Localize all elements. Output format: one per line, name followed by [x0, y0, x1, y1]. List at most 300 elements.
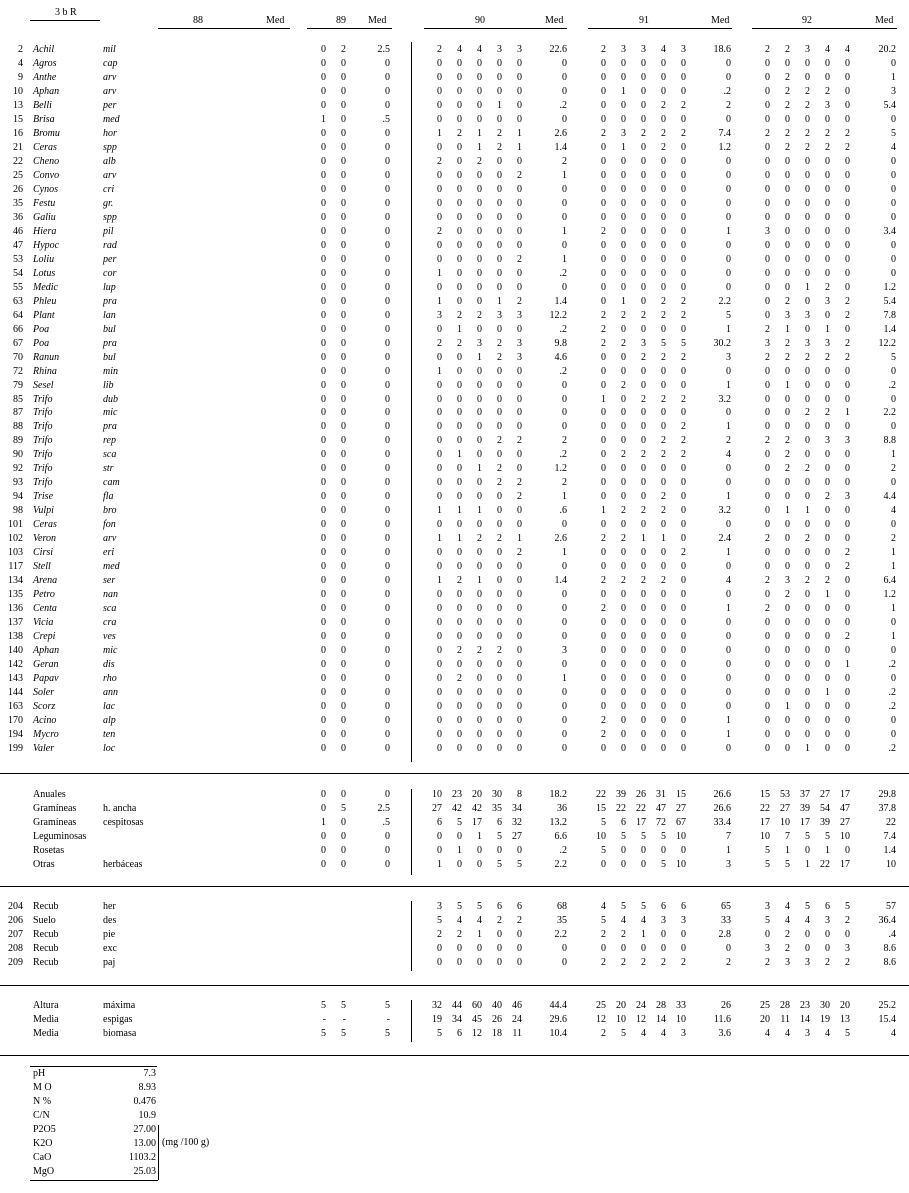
- value-91: 0: [681, 645, 686, 657]
- value-90: 0: [517, 845, 522, 856]
- value-90: 2: [457, 645, 462, 657]
- value-89: 0: [321, 589, 326, 601]
- value-92: 0: [765, 701, 770, 713]
- value-91: 4: [661, 1028, 666, 1039]
- value-89: 5: [341, 1028, 346, 1039]
- species-epithet: per: [103, 99, 117, 111]
- species-genus: Poa: [33, 337, 50, 349]
- value-92: 0: [785, 113, 790, 125]
- value-90: 0: [437, 715, 442, 727]
- value-90: 0: [517, 631, 522, 643]
- value-91: 0: [601, 673, 606, 685]
- value-92: 2: [805, 533, 810, 545]
- species-genus: Aphan: [33, 645, 60, 657]
- value-92: 0: [765, 687, 770, 699]
- header-year-89: 89: [336, 15, 346, 26]
- value-92: 0: [825, 631, 830, 643]
- value-91: 0: [641, 155, 646, 167]
- value-92: 2: [805, 141, 810, 153]
- value-91: 5: [661, 859, 666, 870]
- value-92: 2: [825, 491, 830, 503]
- value-90: 0: [457, 393, 462, 405]
- value-92: 0: [825, 533, 830, 545]
- value-91: 2: [601, 533, 606, 545]
- med-92: 7.4: [883, 831, 896, 842]
- value-91: 0: [621, 687, 626, 699]
- value-90: 0: [517, 729, 522, 741]
- value-92: 0: [765, 491, 770, 503]
- value-91: 3: [641, 44, 646, 55]
- value-92: 1: [805, 743, 810, 754]
- value-90: 1: [477, 575, 482, 587]
- value-90: 3: [497, 44, 502, 55]
- value-91: 0: [621, 617, 626, 629]
- value-91: 0: [661, 943, 666, 954]
- value-92: 17: [840, 859, 850, 870]
- value-91: 0: [641, 183, 646, 195]
- species-genus: Aphan: [33, 85, 60, 97]
- value-91: 0: [621, 491, 626, 503]
- value-89: 0: [341, 183, 346, 195]
- value-91: 2: [621, 505, 626, 517]
- value-91: 72: [656, 817, 666, 828]
- value-91: 0: [621, 701, 626, 713]
- value-92: 0: [825, 169, 830, 181]
- value-91: 0: [681, 267, 686, 279]
- value-92: 27: [840, 817, 850, 828]
- med-90: 9.8: [554, 337, 567, 349]
- value-91: 0: [601, 211, 606, 223]
- value-89: 0: [321, 85, 326, 97]
- med-90: 22.6: [549, 44, 567, 55]
- value-90: 0: [497, 449, 502, 461]
- species-epithet: cri: [103, 183, 115, 195]
- value-90: 0: [457, 113, 462, 125]
- value-91: 0: [621, 99, 626, 111]
- value-92: 0: [765, 365, 770, 377]
- cover-number: 204: [8, 901, 23, 912]
- value-89: 0: [341, 817, 346, 828]
- value-92: 0: [825, 253, 830, 265]
- med-90: 10.4: [549, 1028, 567, 1039]
- value-89: 0: [341, 71, 346, 83]
- value-91: 26: [636, 789, 646, 800]
- med-92: .2: [888, 659, 896, 671]
- species-genus: Bromu: [33, 127, 60, 139]
- value-91: 0: [641, 687, 646, 699]
- value-90: 0: [437, 351, 442, 363]
- value-91: 2: [661, 435, 666, 447]
- med-92: 1: [891, 547, 896, 559]
- value-91: 0: [621, 57, 626, 69]
- value-91: 0: [661, 71, 666, 83]
- species-number: 199: [8, 743, 23, 754]
- value-92: 2: [785, 435, 790, 447]
- species-genus: Centa: [33, 603, 57, 615]
- value-90: 2: [457, 127, 462, 139]
- value-92: 0: [805, 225, 810, 237]
- value-90: 0: [437, 659, 442, 671]
- value-91: 2: [681, 309, 686, 321]
- value-91: 0: [681, 729, 686, 741]
- value-92: 0: [805, 183, 810, 195]
- value-90: 0: [497, 547, 502, 559]
- value-90: 0: [477, 845, 482, 856]
- value-92: 2: [845, 631, 850, 643]
- value-92: 0: [805, 197, 810, 209]
- value-90: 2: [497, 351, 502, 363]
- value-90: 0: [477, 85, 482, 97]
- value-90: 60: [472, 1000, 482, 1011]
- value-89: 0: [321, 631, 326, 643]
- value-89: 1: [321, 817, 326, 828]
- value-91: 0: [641, 407, 646, 419]
- value-90: 5: [457, 901, 462, 912]
- value-91: 0: [661, 323, 666, 335]
- med-89: 0: [385, 831, 390, 842]
- value-91: 0: [641, 715, 646, 727]
- value-89: 0: [341, 533, 346, 545]
- value-89: 0: [341, 845, 346, 856]
- med-90: 0: [562, 281, 567, 293]
- value-92: 0: [805, 715, 810, 727]
- value-91: 2: [621, 575, 626, 587]
- value-92: 0: [785, 407, 790, 419]
- species-genus: Vicia: [33, 617, 54, 629]
- value-90: 0: [517, 519, 522, 531]
- value-91: 0: [621, 715, 626, 727]
- value-92: 7: [785, 831, 790, 842]
- value-91: 0: [621, 225, 626, 237]
- value-90: 1: [437, 267, 442, 279]
- header-med-88: Med: [266, 15, 285, 26]
- value-90: 0: [457, 351, 462, 363]
- value-91: 2: [601, 957, 606, 968]
- value-90: 0: [457, 701, 462, 713]
- value-91: 10: [676, 1014, 686, 1025]
- species-epithet: nan: [103, 589, 118, 601]
- species-number: 92: [13, 463, 23, 475]
- cover-code: paj: [103, 957, 116, 968]
- value-91: 10: [676, 831, 686, 842]
- value-90: 0: [477, 253, 482, 265]
- header-year-92: 92: [802, 15, 812, 26]
- value-90: 0: [517, 743, 522, 754]
- value-89: 0: [341, 323, 346, 335]
- med-91: 0: [726, 743, 731, 754]
- med-92: 0: [891, 253, 896, 265]
- value-91: 0: [641, 561, 646, 573]
- value-90: 0: [497, 505, 502, 517]
- value-90: 0: [497, 491, 502, 503]
- value-90: 0: [457, 859, 462, 870]
- med-92: 1: [891, 561, 896, 573]
- value-91: 0: [601, 267, 606, 279]
- value-91: 0: [681, 155, 686, 167]
- species-epithet: ten: [103, 729, 116, 741]
- med-92: 0: [891, 673, 896, 685]
- species-genus: Hiera: [33, 225, 57, 237]
- med-89: 0: [385, 239, 390, 251]
- med-92: 0: [891, 197, 896, 209]
- species-genus: Trifo: [33, 449, 53, 461]
- value-92: 0: [785, 743, 790, 754]
- med-91: 2: [726, 99, 731, 111]
- value-92: 0: [845, 715, 850, 727]
- med-89: 0: [385, 505, 390, 517]
- med-89: 0: [385, 57, 390, 69]
- value-92: 0: [785, 421, 790, 433]
- value-92: 0: [845, 239, 850, 251]
- value-91: 2: [601, 575, 606, 587]
- med-90: 68: [557, 901, 567, 912]
- value-89: 0: [321, 831, 326, 842]
- med-92: 2.2: [883, 407, 896, 419]
- value-92: 3: [825, 337, 830, 349]
- value-92: 1: [825, 589, 830, 601]
- value-89: 0: [341, 617, 346, 629]
- value-91: 0: [641, 267, 646, 279]
- med-91: 18.6: [713, 44, 731, 55]
- value-90: 0: [517, 715, 522, 727]
- value-92: 2: [825, 85, 830, 97]
- value-90: 32: [432, 1000, 442, 1011]
- value-91: 0: [621, 943, 626, 954]
- value-90: 0: [457, 407, 462, 419]
- value-90: 0: [437, 673, 442, 685]
- value-92: 0: [805, 211, 810, 223]
- species-number: 46: [13, 225, 23, 237]
- value-91: 0: [681, 589, 686, 601]
- value-91: 0: [641, 57, 646, 69]
- value-90: 46: [512, 1000, 522, 1011]
- value-89: 0: [341, 435, 346, 447]
- med-92: 2: [891, 463, 896, 475]
- med-91: 26.6: [713, 789, 731, 800]
- value-89: 0: [321, 309, 326, 321]
- header-med-90: Med: [545, 15, 564, 26]
- value-91: 0: [641, 421, 646, 433]
- value-91: 2: [621, 337, 626, 349]
- value-91: 0: [641, 589, 646, 601]
- value-91: 0: [621, 239, 626, 251]
- value-91: 0: [661, 929, 666, 940]
- med-91: 11.6: [713, 1014, 731, 1025]
- species-number: 53: [13, 253, 23, 265]
- value-90: 0: [477, 589, 482, 601]
- value-90: 2: [497, 533, 502, 545]
- med-90: 0: [562, 617, 567, 629]
- value-92: 0: [825, 729, 830, 741]
- value-89: 0: [341, 547, 346, 559]
- value-91: 0: [601, 631, 606, 643]
- value-89: 0: [321, 351, 326, 363]
- value-90: 0: [437, 99, 442, 111]
- value-92: 0: [765, 449, 770, 461]
- value-90: 1: [477, 351, 482, 363]
- value-90: 0: [517, 701, 522, 713]
- value-91: 2: [641, 127, 646, 139]
- value-92: 0: [805, 519, 810, 531]
- value-91: 0: [661, 211, 666, 223]
- med-92: 1: [891, 449, 896, 461]
- med-91: 65: [721, 901, 731, 912]
- species-epithet: sca: [103, 603, 117, 615]
- value-92: 0: [805, 379, 810, 391]
- value-92: 0: [805, 71, 810, 83]
- value-91: 0: [661, 463, 666, 475]
- value-92: 0: [765, 589, 770, 601]
- med-90: 1.4: [554, 295, 567, 307]
- med-91: 1: [726, 845, 731, 856]
- value-91: 2: [681, 351, 686, 363]
- value-91: 0: [621, 859, 626, 870]
- value-90: 0: [497, 729, 502, 741]
- value-91: 0: [641, 239, 646, 251]
- value-90: 0: [517, 267, 522, 279]
- value-92: 0: [785, 673, 790, 685]
- med-91: 0: [726, 589, 731, 601]
- value-91: 4: [641, 1028, 646, 1039]
- soil-parameter: P2O5: [33, 1124, 56, 1135]
- value-90: 4: [477, 915, 482, 926]
- value-90: 0: [457, 659, 462, 671]
- med-90: 1.2: [554, 463, 567, 475]
- value-90: 0: [457, 85, 462, 97]
- value-89: 0: [321, 491, 326, 503]
- value-90: 0: [477, 57, 482, 69]
- value-92: 2: [825, 575, 830, 587]
- value-90: 0: [497, 323, 502, 335]
- med-90: .2: [559, 323, 567, 335]
- value-91: 1: [601, 505, 606, 517]
- value-90: 0: [457, 743, 462, 754]
- value-92: 0: [825, 929, 830, 940]
- med-90: 0: [562, 197, 567, 209]
- value-90: 0: [517, 113, 522, 125]
- value-92: 2: [785, 85, 790, 97]
- value-91: 0: [601, 85, 606, 97]
- value-90: 0: [517, 183, 522, 195]
- med-91: 0: [726, 57, 731, 69]
- med-90: 2.6: [554, 127, 567, 139]
- med-91: 0: [726, 407, 731, 419]
- value-90: 0: [497, 421, 502, 433]
- med-90: 0: [562, 631, 567, 643]
- value-92: 2: [825, 281, 830, 293]
- value-90: 1: [457, 323, 462, 335]
- value-90: 20: [472, 789, 482, 800]
- value-90: 2: [477, 645, 482, 657]
- value-89: 0: [341, 463, 346, 475]
- value-90: 0: [457, 943, 462, 954]
- value-92: 54: [820, 803, 830, 814]
- value-92: 0: [805, 673, 810, 685]
- species-genus: Papav: [33, 673, 59, 685]
- value-89: 0: [341, 589, 346, 601]
- species-number: 26: [13, 183, 23, 195]
- species-number: 194: [8, 729, 23, 741]
- med-89: 2.5: [377, 803, 390, 814]
- value-90: 4: [457, 915, 462, 926]
- value-91: 0: [641, 463, 646, 475]
- value-91: 6: [661, 901, 666, 912]
- cover-name: Recub: [33, 901, 59, 912]
- med-91: 1: [726, 715, 731, 727]
- species-genus: Vulpi: [33, 505, 54, 517]
- value-92: 22: [760, 803, 770, 814]
- value-92: 0: [765, 477, 770, 489]
- value-89: 0: [321, 603, 326, 615]
- value-92: 1: [825, 845, 830, 856]
- value-91: 25: [596, 1000, 606, 1011]
- value-92: 0: [785, 183, 790, 195]
- value-92: 39: [800, 803, 810, 814]
- value-91: 2: [601, 715, 606, 727]
- species-epithet: med: [103, 113, 120, 125]
- value-90: 1: [437, 533, 442, 545]
- value-91: 0: [641, 729, 646, 741]
- value-91: 0: [621, 281, 626, 293]
- med-90: 1: [562, 169, 567, 181]
- value-91: 0: [681, 715, 686, 727]
- value-92: 0: [805, 631, 810, 643]
- value-90: 0: [457, 183, 462, 195]
- value-89: 0: [341, 603, 346, 615]
- value-91: 3: [621, 127, 626, 139]
- group-qualifier: herbáceas: [103, 859, 143, 870]
- med-89: 0: [385, 281, 390, 293]
- value-90: 0: [457, 253, 462, 265]
- value-90: 0: [437, 421, 442, 433]
- value-92: 3: [825, 435, 830, 447]
- value-92: 3: [805, 309, 810, 321]
- med-92: 1.2: [883, 281, 896, 293]
- med-91: 2.4: [718, 533, 731, 545]
- med-92: 7.8: [883, 309, 896, 321]
- value-92: 1: [825, 687, 830, 699]
- med-90: 0: [562, 957, 567, 968]
- value-91: 0: [661, 547, 666, 559]
- value-90: 0: [457, 379, 462, 391]
- value-89: 0: [321, 561, 326, 573]
- value-90: 0: [457, 239, 462, 251]
- value-92: 0: [805, 929, 810, 940]
- med-89: 0: [385, 631, 390, 643]
- med-92: 5: [891, 351, 896, 363]
- value-92: 0: [785, 687, 790, 699]
- value-92: 2: [805, 463, 810, 475]
- value-90: 0: [497, 155, 502, 167]
- species-number: 85: [13, 393, 23, 405]
- cover-name: Suelo: [33, 915, 56, 926]
- value-90: 0: [457, 491, 462, 503]
- value-90: 2: [437, 44, 442, 55]
- value-90: 45: [472, 1014, 482, 1025]
- value-90: 0: [497, 589, 502, 601]
- value-91: 3: [681, 915, 686, 926]
- value-90: 0: [517, 155, 522, 167]
- med-89: 0: [385, 729, 390, 741]
- med-91: 0: [726, 673, 731, 685]
- value-90: 2: [497, 477, 502, 489]
- value-90: 24: [512, 1014, 522, 1025]
- value-90: 6: [497, 817, 502, 828]
- value-92: 0: [845, 57, 850, 69]
- value-90: 0: [457, 729, 462, 741]
- value-92: 0: [765, 743, 770, 754]
- value-91: 0: [621, 673, 626, 685]
